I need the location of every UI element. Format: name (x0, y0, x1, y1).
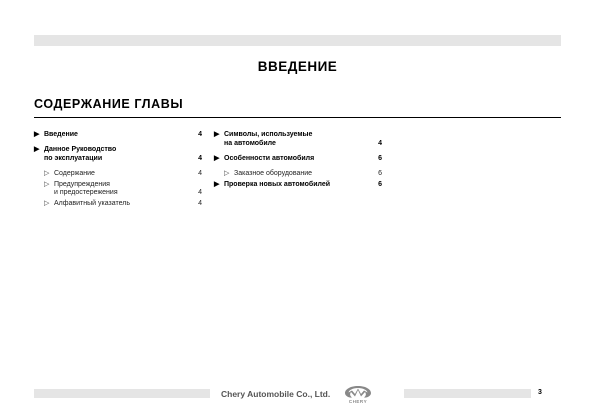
toc-entry[interactable] (214, 170, 382, 179)
title-divider (34, 117, 561, 118)
toc-entry-page: 6 (378, 154, 382, 162)
chapter-title: СОДЕРЖАНИЕ ГЛАВЫ (34, 97, 184, 111)
chery-logo-icon (341, 385, 375, 400)
toc-entry[interactable] (214, 155, 382, 164)
toc-entry-page: 6 (378, 169, 382, 177)
page-number: 3 (538, 389, 542, 396)
logo-wordmark: CHERY (348, 399, 368, 404)
filled-triangle-icon: ▶ (214, 180, 220, 188)
toc-entry-page: 4 (198, 131, 202, 138)
toc-entry-text: Введение (44, 131, 78, 138)
toc-entry[interactable] (34, 170, 202, 179)
company-name: Chery Automobile Co., Ltd. (221, 389, 331, 399)
toc-entry-page: 4 (198, 200, 202, 207)
header-bar (34, 35, 561, 46)
toc-entry-page: 4 (378, 139, 382, 147)
toc-entry-text: Символы, используемые на автомобиле (224, 131, 313, 147)
toc-entry-text: Особенности автомобиля (224, 154, 315, 162)
footer-bar-left (34, 389, 210, 398)
toc-entry[interactable] (34, 146, 202, 163)
toc-entry-text: Алфавитный указатель (54, 200, 130, 207)
filled-triangle-icon: ▶ (214, 131, 220, 138)
outline-triangle-icon: ▷ (44, 200, 50, 207)
toc-entry-text: Данное Руководство по эксплуатации (44, 146, 117, 162)
toc-entry-text: Проверка новых автомобилей (224, 180, 331, 188)
page-title: ВВЕДЕНИЕ (257, 59, 338, 74)
toc-entry-page: 6 (378, 180, 382, 188)
outline-triangle-icon: ▷ (44, 169, 50, 177)
outline-triangle-icon: ▷ (224, 169, 230, 177)
toc-entry[interactable] (34, 200, 202, 209)
toc-column-left (34, 131, 202, 211)
outline-triangle-icon: ▷ (44, 180, 50, 188)
toc-entry-text: Заказное оборудование (234, 169, 313, 177)
toc-entry-page: 4 (198, 154, 202, 162)
filled-triangle-icon: ▶ (34, 146, 40, 153)
toc-entry-page: 4 (198, 189, 202, 196)
toc-entry[interactable] (34, 181, 202, 198)
filled-triangle-icon: ▶ (214, 154, 220, 162)
toc-entry-page: 4 (198, 169, 202, 177)
filled-triangle-icon: ▶ (34, 131, 40, 138)
toc-entry-text: Содержание (54, 169, 95, 177)
toc-entry[interactable] (214, 181, 382, 190)
toc-entry[interactable] (214, 131, 382, 148)
chery-logo (341, 385, 375, 407)
toc-entry-text: Предупреждения и предостережения (54, 180, 118, 196)
toc-column-right (214, 131, 382, 196)
footer-bar-right (404, 389, 531, 398)
toc-entry[interactable] (34, 131, 202, 140)
